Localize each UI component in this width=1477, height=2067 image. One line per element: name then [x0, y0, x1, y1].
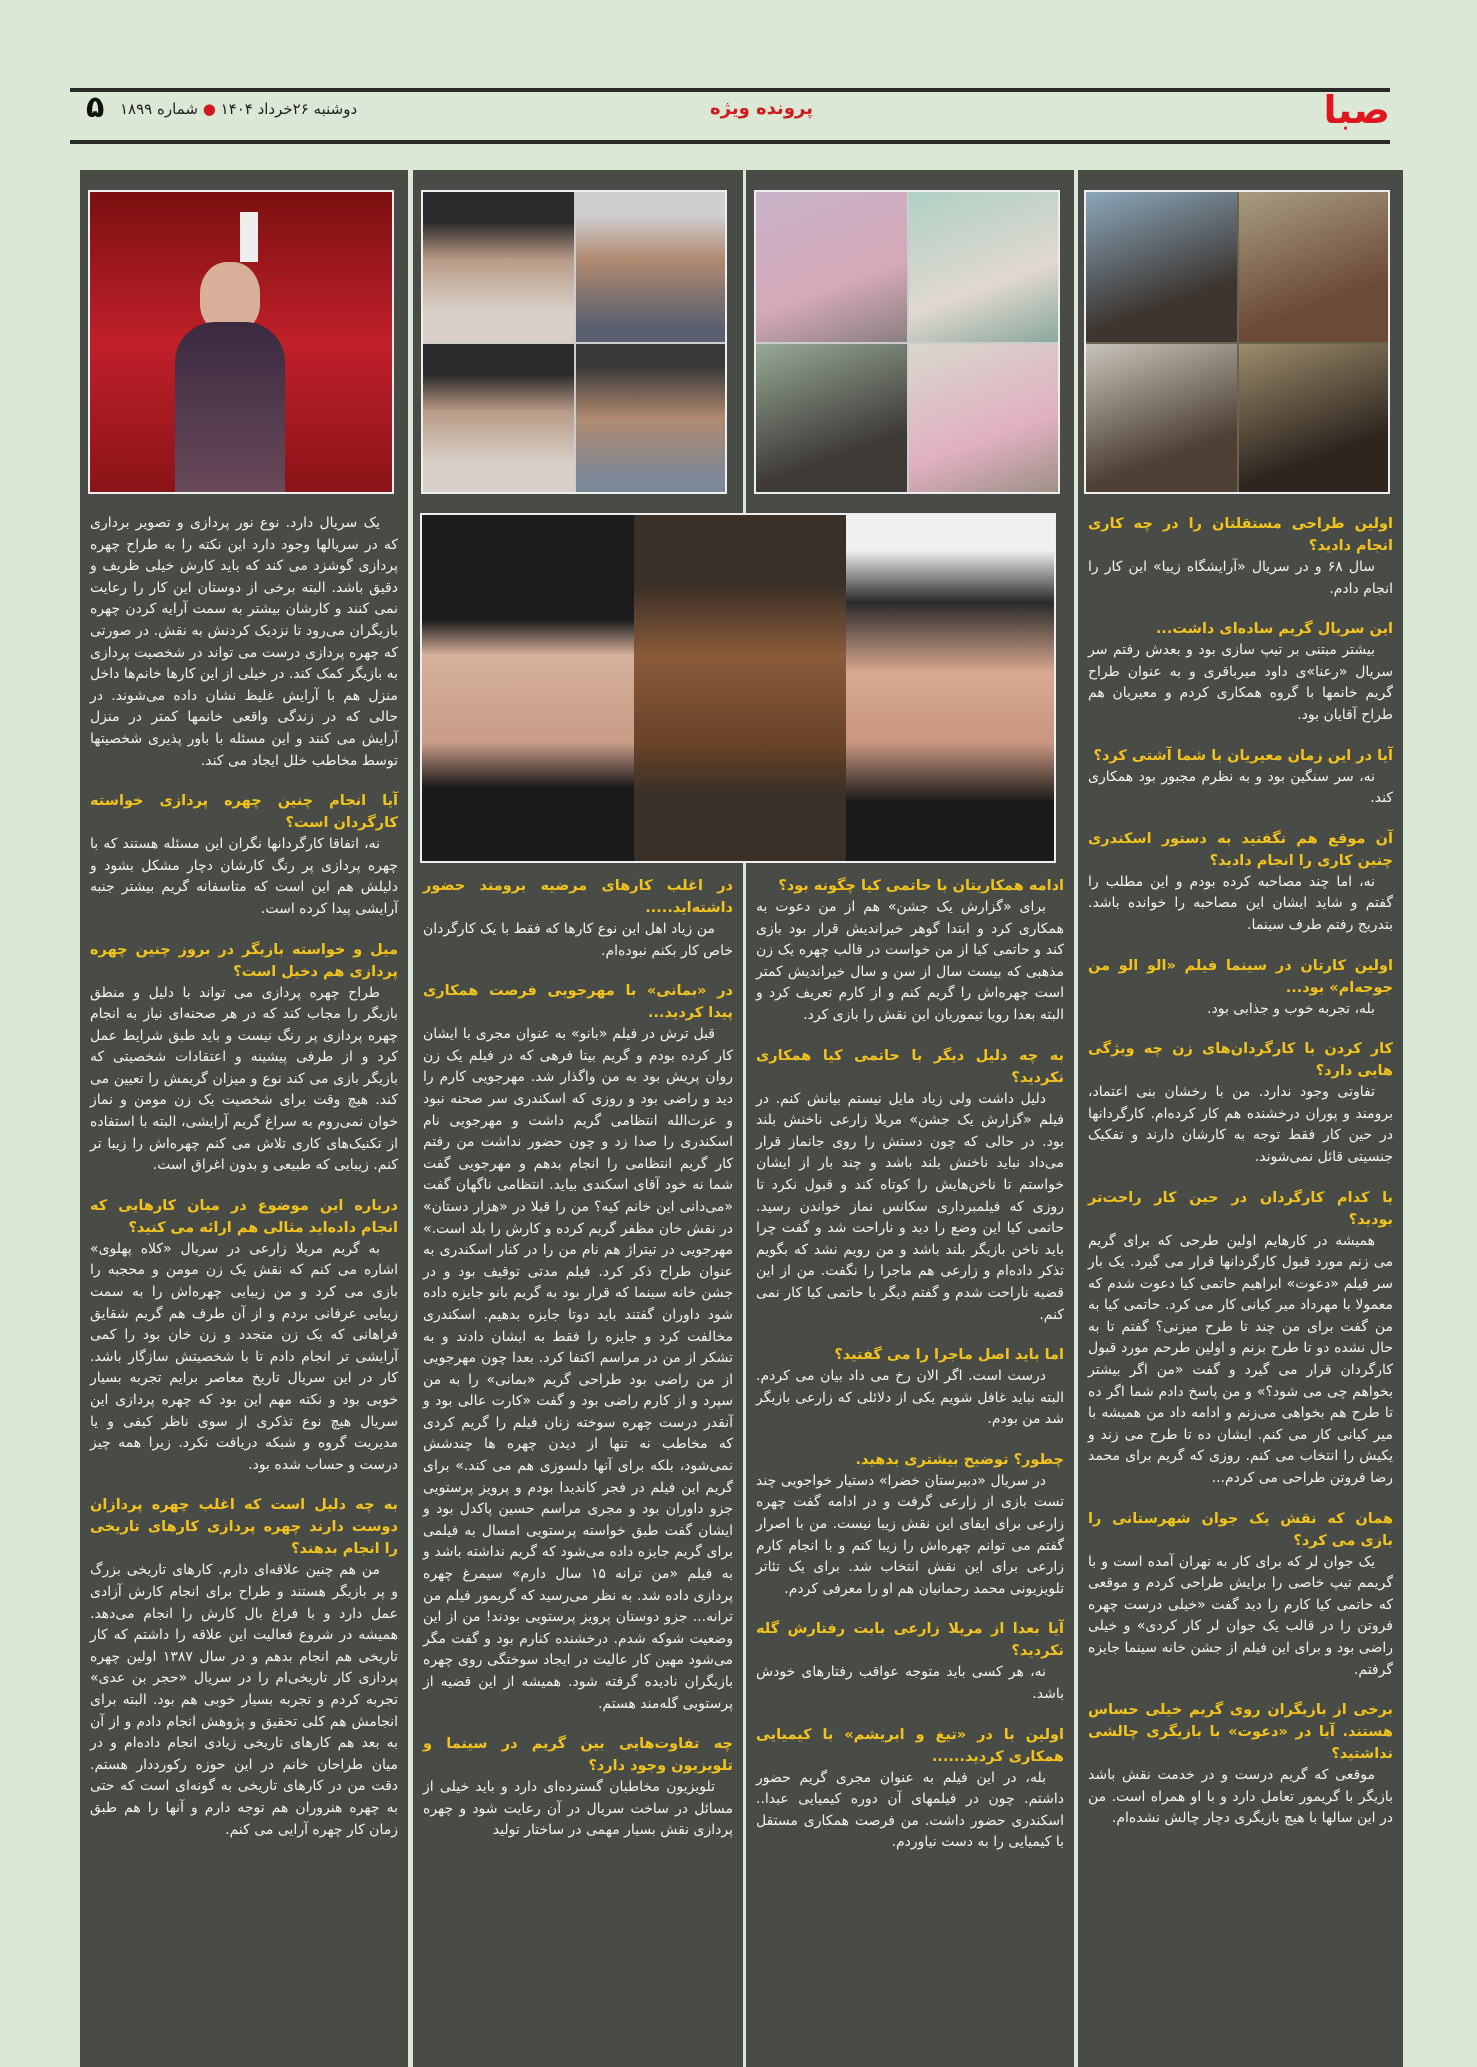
- lead-paragraph: یک سریال دارد. نوع نور پردازی و تصویر برداری که در سریالها وجود دارد این نکته را به طراح چهره پردازی گوشزد می کند که باید کارش خیلی ظریف و دقیق باشد. البته برخی از دوستان این کار را رعایت نمی کنند و کارشان بیشتر به سمت آرایه کردن چهره بازیگران می‌رود تا نزدیک کردنش به نقش. در صورتی که چهره پردازی درست می تواند در شخصیت پردازی به بازیگر کمک کند. در خیلی از این کارها خانم‌ها داخل منزل هم با آرایش غلیظ نشان داده می‌شوند. در حالی که در زندگی واقعی خانمها کمتر در منزل آرایش می کنند و این مسئله با باور پذیری شخصیتها توسط مخاطب خلل ایجاد می کند.: [90, 515, 398, 769]
- interview-answer: طراح چهره پردازی می تواند با دلیل و منطق بازیگر را مجاب کند که در هر صحنه‌ای نیاز به انجام چهره پردازی پر رنگ نیست و باید طبق شرایط عمل کرد و از طرفی پیشینه و اعتقادات شخصیتی که بازیگر بازی می کند نوع و میزان گریمش را تعیین می کند. هیچ وقت برای شخصیت یک زن مومن و نماز خوان نمی‌روم به سراغ گریم آرایشی، البته با استفاده از تکنیک‌های کاری تلاش می کنم چهره‌اش را زیبا تر کنم. زیبایی که طبیعی و بدون اغراق است.: [90, 984, 398, 1174]
- issue-number: شماره ۱۸۹۹: [120, 100, 198, 118]
- interview-answer: بله، در این فیلم به عنوان مجری گریم حضور داشتم. چون در فیلمهای آن دوره کیمیایی عبدا.. اسکندری حضور داشت. من فرصت همکاری مستقل با کیمیایی را به دست نیاوردم.: [756, 1769, 1064, 1851]
- interview-answer: یک جوان لر که برای کار به تهران آمده است و با گریمم تیپ خاصی را برایش طراحی کردم و موقعی که حاتمی کیا کارم را دید گفت «خیلی درست چهره فروتن را در قالب یک جوان لر کار کردی» و خیلی راضی بود و برای این فیلم از جشن خانه سینما جایزه گرفتم.: [1088, 1553, 1393, 1678]
- interview-answer: تلویزیون مخاطبان گسترده‌ای دارد و باید خیلی از مسائل در ساخت سریال در آن رعایت شود و چهره پردازی نقش بسیار مهمی در ساختار تولید: [423, 1779, 733, 1839]
- interview-question: برخی از بازیگران روی گریم خیلی حساس هستند. آیا در «دعوت» با بازیگری چالشی نداشتید؟: [1088, 1702, 1393, 1763]
- interview-answer: بیشتر مبتنی بر تیپ سازی بود و بعدش رفتم سر سریال «رعنا»ی داود میرباقری و به عنوان طراح گریم خانمها با گروه همکاری کردم و معیریان هم طراح آقایان بود.: [1088, 642, 1393, 723]
- photo-rabbit-makeup-grid: [754, 190, 1060, 494]
- issue-date: دوشنبه ۲۶خرداد ۱۴۰۴: [220, 100, 358, 118]
- interview-answer: دلیل داشت ولی زیاد مایل نیستم بیانش کنم. در فیلم «گزارش یک جشن» مریلا زارعی ناخنش بلند بود. در حالی که چون دستش را روی جانماز قرار می‌داد نباید ناخنش بلند باشد و چند بار از ایشان خواستم تا ناخن‌هایش را کوتاه کند و قبول نکرد تا روزی که فیلمبرداری سکانس نماز خواندن رسید. حاتمی کیا این وضع را دید و ناراحت شد و گفت چرا باید ناخن بازیگر بلند باشد و من رویم نشد که بگویم تذکر داده‌ام و زارعی هم ماجرا را نگفت. من از این قضیه ناراحت شدم و گفتم دیگر با حاتمی کیا کار نمی کنم.: [756, 1090, 1064, 1323]
- interview-answer: من زیاد اهل این نوع کارها که فقط با یک کارگردان خاص کار بکنم نبوده‌ام.: [423, 921, 733, 959]
- interview-question: در «بمانی» با مهرجویی فرصت همکاری پیدا کردید...: [423, 983, 733, 1022]
- photo-old-age-makeup-grid: [421, 190, 727, 494]
- interview-text-col3: [423, 875, 733, 1842]
- interview-question: ادامه همکاریتان با حاتمی کیا چگونه بود؟: [778, 878, 1064, 894]
- interview-question: کار کردن با کارگردان‌های زن چه ویژگی هایی دارد؟: [1088, 1041, 1393, 1080]
- page-header: [70, 88, 1390, 140]
- interview-answer: برای «گزارش یک جشن» هم از من دعوت به همکاری کرد و ابتدا گوهر خیراندیش قرار بود بازی کند و حاتمی کیا از من خواست در قالب چهره یک زن مذهبی که بیست سال از سن و سال خیراندیش کمتر است چهره‌اش را گریم کنم و از کارم تعریف کرد و البته بعدا رویا تیموریان این نقش را بازی کرد.: [756, 899, 1064, 1023]
- interview-answer: نه، اما چند مصاحبه کرده بودم و این مطلب را گفتم و شاید ایشان این مصاحبه را خوانده باشد. بتدریج رفتم طرف سینما.: [1088, 873, 1393, 933]
- interview-question: آیا انجام چنین چهره پردازی خواسته کارگردان است؟: [90, 793, 398, 832]
- interview-question: آیا بعدا از مریلا زارعی بابت رفتارش گله نکردید؟: [756, 1621, 1064, 1660]
- interview-answer: درست است. اگر الان رخ می داد بیان می کردم. البته نباید غافل شویم یکی از دلائلی که زارعی بازیگر شد من بودم.: [756, 1368, 1064, 1428]
- header-bottom-rule: [70, 140, 1390, 144]
- interview-answer: نه، اتفاقا کارگردانها نگران این مسئله هستند که با چهره پردازی پر رنگ کارشان دچار مشکل بشود و دلیلش هم این است که متاسفانه گریم بیشتر جنبه آرایشی پیدا کرده است.: [90, 836, 398, 917]
- interview-answer: سال ۶۸ و در سریال «آرایشگاه زیبا» این کار را انجام دادم.: [1088, 559, 1393, 597]
- column-1: [1078, 170, 1403, 2067]
- interview-text-col2: [756, 875, 1064, 1854]
- interview-answer: قبل ترش در فیلم «بانو» به عنوان مجری با ایشان کار کرده بودم و گریم بیتا فرهی که در فیلم یک زن روان پریش بود به من واگذار شد. مهرجویی کارم را دید و راضی بود و روزی که اسکندری سر صحنه نبود و عزت‌الله انتظامی گریم داشت و مهرجویی نام اسکندری را صدا زد و چون حضور نداشت من رفتم کار گریم انتظامی را انجام بدهم و مهرجویی گفت شما نه خود آقای اسکندی بیاید. انتظامی ناگهان گفت «می‌دانی این خانم کیه؟ من را قبلا در «هزار دستان» در نقش خان مظفر گریم کرده و کارش را بلد است.» مهرجویی در تیتراژ هم نام من را در کنار اسکندری به عنوان طراح ذکر کرد. فیلم مدتی توقیف بود و در جشن خانه سینما که قرار بود به گریم بانو جایزه داده شود داوران گفتند باید دوتا جایزه بدهیم. اسکندری مخالفت کرد و جایزه را فقط به ایشان دادند و به تشکر از من در مراسم اکتفا کرد. بعدا چون مهرجویی از من راضی بود طراحی گریم «بمانی» را به من سپرد و از کارم راضی بود و گفت «کارت عالی بود و آنقدر درست چهره سوخته زنان فیلم را گریم کردی که مخاطب نه تنها از دیدن چهره ها چندشش نمی‌شود، بلکه برای آنها دلسوزی هم می کند.» برای گریم این فیلم در فجر کاندیدا بودم و پرویز پرستویی جزو داوران بود و مجری مراسم حسین پاکدل بود و ایشان گفت طبق خواسته پرستویی امسال به فیلمی برای گریم جایزه داده می‌شود که گریم نداشته باشد و به فیلم «من ترانه ۱۵ سال دارم» سیمرغ چهره پردازی داده شد. به نظر می‌رسید که گریمور فیلم من ترانه... جزو دوستان پرویز پرستویی بودند! من از این وضعیت شوکه شدم. درخشنده کنارم بود و گفت مگر می‌شود مهین کار عالیت در ایجاد سوختگی روی چهره بازیگران نادیده گرفته شود. همیشه از این قضیه از پرستویی گله‌مند هستم.: [423, 1026, 733, 1712]
- interview-answer: تفاوتی وجود ندارد. من با رخشان بنی اعتماد، برومند و پوران درخشنده هم کار کرده‌ام. کارگردانها در حین کار فقط توجه به کارشان دارند و تفکیک جنسیتی قائل نمی‌شوند.: [1088, 1084, 1393, 1165]
- interview-answer: بله، تجربه خوب و جذابی بود.: [1207, 1000, 1375, 1017]
- column-4: [80, 170, 408, 2067]
- interview-text-col4: [90, 513, 398, 1841]
- page-number: ۵: [86, 90, 105, 125]
- interview-question: اولین طراحی مستقلتان را در چه کاری انجام دادید؟: [1088, 516, 1393, 554]
- newspaper-logo: صبا: [1323, 88, 1390, 132]
- interview-question: آیا در این زمان معیریان با شما آشتی کرد؟: [1093, 747, 1393, 764]
- interview-question: در اغلب کارهای مرضیه برومند حضور داشته‌اید.....: [423, 878, 733, 916]
- interview-question: میل و خواسته بازیگر در بروز چنین چهره پردازی هم دخیل است؟: [90, 941, 398, 980]
- interview-question: آن موقع هم نگفتید به دستور اسکندری چنین کاری را انجام دادید؟: [1088, 830, 1393, 869]
- interview-question: همان که نقش یک جوان شهرستانی را بازی می کرد؟: [1088, 1510, 1393, 1549]
- interview-answer: نه، سر سنگین بود و به نظرم مجبور بود همکاری کند.: [1088, 768, 1393, 807]
- interview-answer: در سریال «دبیرستان خضرا» دستیار خواجویی چند تست بازی از زارعی گرفت و در ادامه گفت چهره زارعی برای ایفای این نقش زیبا نیست. من با اصرار گفتم می توانم چهره‌اش را زیبا کنم و با انجام کارم زارعی برای این نقش انتخاب شد. برای یک تئاتر تلویزیونی محمد رحمانیان هم او را معرفی کردم.: [756, 1472, 1064, 1597]
- interview-question: با کدام کارگردان در حین کار راحت‌تر بودید؟: [1088, 1189, 1393, 1228]
- interview-question: به چه دلیل دیگر با حاتمی کیا همکاری نکردید؟: [756, 1047, 1064, 1086]
- interview-question: درباره این موضوع در میان کارهایی که انجام داده‌اید مثالی هم ارائه می کنید؟: [90, 1197, 398, 1236]
- interview-answer: به گریم مریلا زارعی در سریال «کلاه پهلوی» اشاره می کنم که نقش یک زن مومن و محجبه را بازی می کرد و من زیبایی چهره‌اش را به سمت زیبایی عرفانی بردم و از آن طرف هم گریم شقایق فراهانی که یک زن متجدد و زن خان بود را کمی آرایشی تر انجام دادم تا با شخصیتش سازگار باشد. کار در این سریال تاریخ معاصر برایم تجربه بسیار خوبی بود و نکته مهم این بود که چهره پردازی این سریال هیچ نوع تذکری از سوی ناظر کیفی و یا مدیریت گروه و شبکه دریافت نکرد. زیرا همه چیز درست و حساب شده بود.: [90, 1240, 398, 1473]
- interview-question: اما باید اصل ماجرا را می گفتید؟: [834, 1347, 1064, 1364]
- interview-question: چطور؟ توضیح بیشتری بدهید.: [855, 1451, 1064, 1468]
- interview-text-col1: [1088, 513, 1393, 1830]
- dateline: [120, 100, 357, 118]
- interview-question: چه تفاوت‌هایی بین گریم در سینما و تلویزیون وجود دارد؟: [423, 1736, 733, 1775]
- interview-answer: من هم چنین علاقه‌ای دارم. کارهای تاریخی بزرگ و پر بازیگر هستند و طراح برای انجام کارش آزادی عمل دارد و با فراغ بال کارش را انجام می‌دهد. همیشه در شروع فعالیت این علاقه را داشتم که کار تاریخی هم انجام بدهم و در سال ۱۳۸۷ اولین چهره پردازی کار تاریخی‌ام را در سریال «حجر بن عدی» تجربه کردم و تجربه بسیار خوبی هم بود. البته برای انجامش هم کلی تحقیق و پژوهش انجام دادم و از آن به بعد هم کارهای تاریخی زیادی انجام داده‌ام و در میان طراحان خانم در این حوزه رکورددار هستم. دقت من در کارهای تاریخی به گونه‌ای است که حتی به چهره هنروران هم توجه دارم و آنها را هم طبق زمان کار چهره آرایی می کنم.: [90, 1562, 398, 1838]
- interview-question: به چه دلیل است که اغلب چهره پردازان دوست دارند چهره پردازی کارهای تاریخی را انجام بدهند؟: [90, 1497, 398, 1558]
- interview-answer: موقعی که گریم درست و در خدمت نقش باشد بازیگر با گریمور تعامل دارد و با او همراه است. من در این سالها با هیچ بازیگری دچار چالش نشده‌ام.: [1088, 1767, 1393, 1827]
- column-3: [413, 170, 743, 2067]
- section-title: پرونده ویژه: [710, 98, 813, 119]
- interview-question: اولین با در «تیغ و ابریشم» با کیمیایی همکاری کردید......: [756, 1726, 1064, 1765]
- interview-question: اولین کارتان در سینما فیلم «الو الو من جوجه‌ام» بود...: [1088, 957, 1393, 996]
- interview-answer: نه، هر کسی باید متوجه عواقب رفتارهای خودش باشد.: [756, 1664, 1064, 1703]
- interview-question: این سریال گریم ساده‌ای داشت...: [1155, 621, 1393, 638]
- photo-actor-portraits-grid: [1084, 190, 1390, 494]
- photo-award-ceremony: [88, 190, 394, 494]
- separator-dot: ●: [202, 100, 216, 118]
- photo-actresses-burn-makeup: [420, 513, 1056, 863]
- interview-answer: همیشه در کارهایم اولین طرحی که برای گریم می زنم مورد قبول کارگردانها قرار می گیرد. یک بار سر فیلم «دعوت» ابراهیم حاتمی کیا دعوت شدم که معمولا با مهرداد میر کیانی کار می کرد. حاتمی کیا به من گفت برای من چند تا طرح میزنی؟ گفتم تا به حال نشده دو تا طرح بزنم و اولین طرحم مورد قبول کارگردان قرار می گیرد و گفت «من اگر بیشتر بخواهم چی می شود؟» و من پاسخ دادم شما اگر ده تا طرح هم بخواهی می‌زنم و ادامه داد من همیشه با میر کیانی کار می کنم. ایشان ده تا طرح می زند و یکیش را انتخاب می کنم. روزی که گریم برای محمد رضا فروتن طراحی می کردم...: [1088, 1232, 1393, 1487]
